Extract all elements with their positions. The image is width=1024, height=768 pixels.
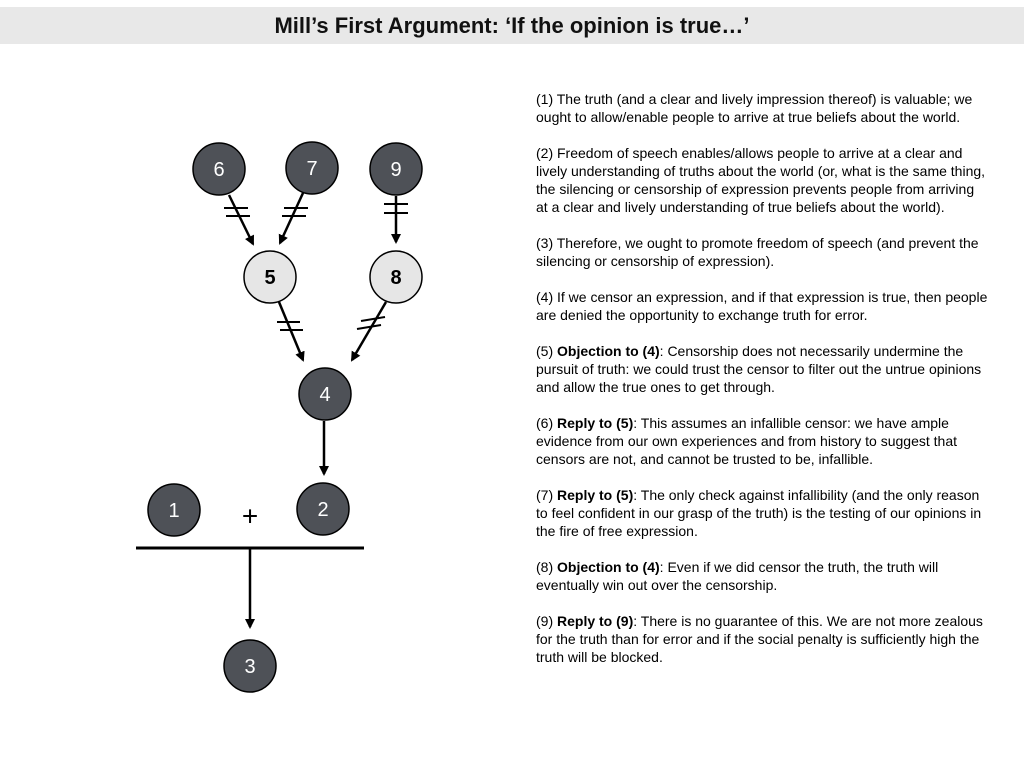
node-7 bbox=[286, 142, 338, 194]
node-2 bbox=[297, 483, 349, 535]
ticks-8-4 bbox=[357, 317, 385, 329]
plus-sign: + bbox=[241, 500, 259, 532]
point-9: (9) Reply to (9): There is no guarantee of this. We are not more zealous for the truth than for error and if the social penalty is sufficiently high the truth will be blocked. bbox=[536, 613, 983, 665]
point-5: (5) Objection to (4): Censorship does not necessarily undermine the pursuit of truth: we could trust the censor to filter out the untrue opinions and allow the true ones to get through. bbox=[536, 343, 982, 395]
svg-text:7: 7 bbox=[306, 158, 318, 180]
point-2: (2) Freedom of speech enables/allows people to arrive at a clear and lively understanding of truths about the world (or, what is the same thing, the silencing or censorship of expression prevents people from arriving at a clear and lively understanding of true beliefs about the world). bbox=[536, 145, 986, 215]
svg-text:1: 1 bbox=[168, 500, 180, 522]
svg-text:8: 8 bbox=[390, 267, 402, 289]
point-8: (8) Objection to (4): Even if we did censor the truth, the truth will eventually win out over the censorship. bbox=[536, 559, 939, 593]
edge-7-to-5 bbox=[280, 193, 303, 243]
point-4: (4) If we censor an expression, and if that expression is true, then people are denied the opportunity to exchange truth for error. bbox=[536, 289, 988, 323]
svg-text:2: 2 bbox=[317, 499, 329, 521]
node-4 bbox=[299, 368, 351, 420]
point-1: (1) The truth (and a clear and lively impression thereof) is valuable; we ought to allow/enable people to arrive at true beliefs about the world. bbox=[536, 91, 973, 125]
node-5 bbox=[244, 251, 296, 303]
node-6 bbox=[193, 143, 245, 195]
edge-6-to-5 bbox=[229, 195, 253, 244]
svg-text:5: 5 bbox=[264, 267, 276, 289]
point-7: (7) Reply to (5): The only check against infallibility (and the only reason to feel confident in our grasp of the truth) is the testing of our opinions in the fire of free expression. bbox=[536, 487, 982, 539]
point-3: (3) Therefore, we ought to promote freedom of speech (and prevent the silencing or censorship of expression). bbox=[536, 235, 979, 269]
svg-text:9: 9 bbox=[390, 159, 402, 181]
svg-text:3: 3 bbox=[244, 656, 256, 678]
node-8 bbox=[370, 251, 422, 303]
point-6: (6) Reply to (5): This assumes an infallible censor: we have ample evidence from our own experiences and from history to suggest that censors are not, and cannot be trusted to be, infallible. bbox=[536, 415, 957, 467]
node-1 bbox=[148, 484, 200, 536]
argument-text-panel bbox=[536, 90, 988, 684]
node-9 bbox=[370, 143, 422, 195]
svg-text:6: 6 bbox=[213, 159, 225, 181]
page-title: Mill’s First Argument: ‘If the opinion is true…’ bbox=[274, 12, 750, 38]
node-3 bbox=[224, 640, 276, 692]
edge-8-to-4 bbox=[352, 302, 386, 360]
svg-text:4: 4 bbox=[319, 384, 331, 406]
